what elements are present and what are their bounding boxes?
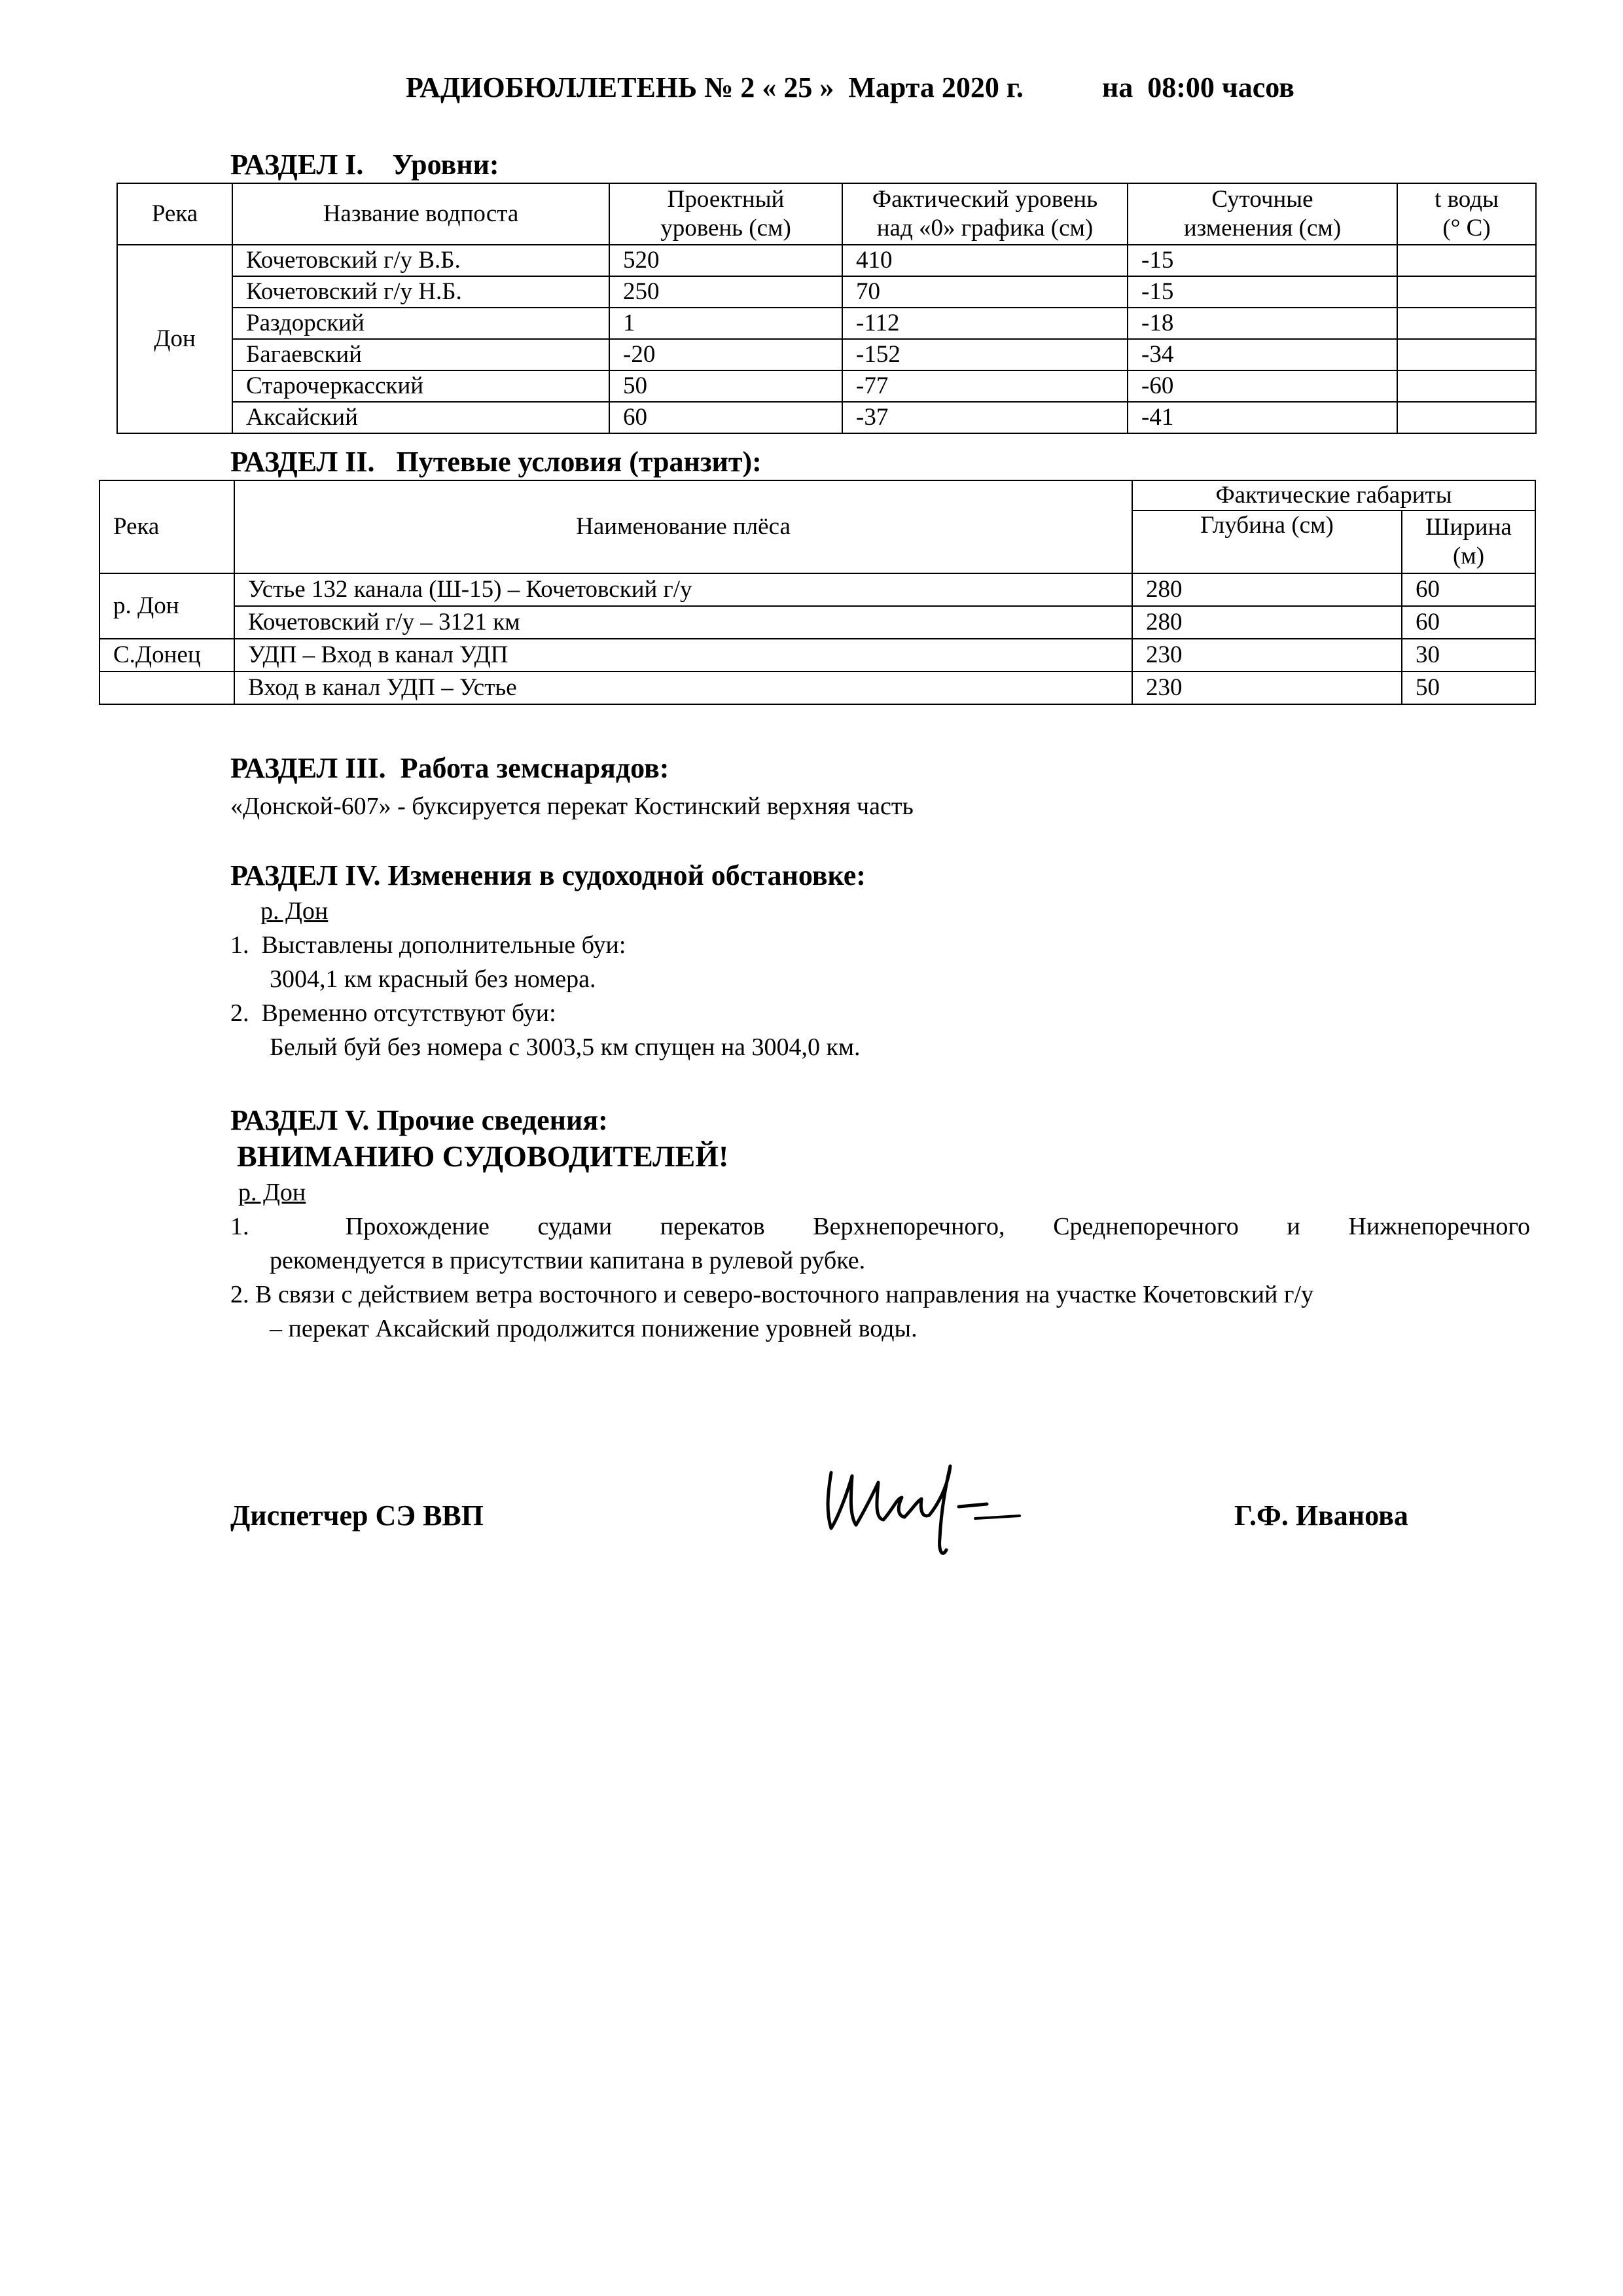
project-cell: 250 — [609, 276, 842, 308]
width-cell: 60 — [1402, 606, 1535, 639]
section5-item1-line1: 1. Прохождение судами перекатов Верхнепоречного, Среднепоречного и Нижнепоречного — [230, 1213, 1530, 1240]
post-cell: Кочетовский г/у Н.Б. — [232, 276, 609, 308]
section4-item1-title: 1. Выставлены дополнительные буи: — [230, 931, 626, 959]
dispatcher-name: Г.Ф. Иванова — [1234, 1499, 1408, 1532]
levels-table — [116, 183, 1537, 434]
dispatcher-position: Диспетчер СЭ ВВП — [230, 1499, 484, 1532]
post-cell: Старочеркасский — [232, 370, 609, 402]
transit-header-row — [99, 480, 1535, 511]
project-cell: 60 — [609, 402, 842, 433]
daily-cell: -41 — [1128, 402, 1397, 433]
section4-item2-text: Белый буй без номера с 3003,5 км спущен на 3004,0 км. — [270, 1033, 861, 1061]
daily-cell: -18 — [1128, 308, 1397, 339]
actual-cell: 70 — [842, 276, 1128, 308]
reach-cell: Вход в канал УДП – Устье — [234, 672, 1132, 704]
depth-cell: 230 — [1132, 672, 1402, 704]
table-row — [99, 672, 1535, 704]
col-river-header: Река — [99, 480, 234, 573]
temp-cell — [1397, 308, 1536, 339]
post-cell: Аксайский — [232, 402, 609, 433]
section3-title: РАЗДЕЛ III. Работа земснарядов: — [230, 752, 669, 784]
bulletin-time: на 08:00 часов — [1101, 71, 1294, 103]
col-depth-header: Глубина (см) — [1132, 511, 1402, 573]
post-cell: Кочетовский г/у В.Б. — [232, 245, 609, 276]
depth-cell: 280 — [1132, 573, 1402, 606]
section5-item2-line1: 2. В связи с действием ветра восточного и северо-восточного направления на участке Кочетовский г/у — [230, 1281, 1314, 1308]
section5-river: р. Дон — [238, 1179, 306, 1206]
table-row — [117, 245, 1536, 276]
bulletin-title — [406, 71, 1294, 104]
table-row — [117, 339, 1536, 370]
daily-cell: -60 — [1128, 370, 1397, 402]
width-cell: 50 — [1402, 672, 1535, 704]
post-cell: Раздорский — [232, 308, 609, 339]
temp-cell — [1397, 402, 1536, 433]
depth-cell: 280 — [1132, 606, 1402, 639]
river-cell: р. Дон — [99, 573, 234, 639]
river-cell: С.Донец — [99, 639, 234, 672]
daily-cell: -34 — [1128, 339, 1397, 370]
col-temp-header: t воды (° С) — [1397, 183, 1536, 245]
project-cell: 50 — [609, 370, 842, 402]
section2-title: РАЗДЕЛ II. Путевые условия (транзит): — [230, 446, 762, 478]
actual-cell: 410 — [842, 245, 1128, 276]
river-cell — [99, 672, 234, 704]
col-reach-header: Наименование плёса — [234, 480, 1132, 573]
section4-item2-title: 2. Временно отсутствуют буи: — [230, 999, 556, 1027]
reach-cell: Устье 132 канала (Ш-15) – Кочетовский г/у — [234, 573, 1132, 606]
table-row — [99, 573, 1535, 606]
section4-title: РАЗДЕЛ IV. Изменения в судоходной обстановке: — [230, 859, 866, 891]
table-row — [117, 402, 1536, 433]
section4-item1-text: 3004,1 км красный без номера. — [270, 965, 596, 993]
bulletin-title-left: РАДИОБЮЛЛЕТЕНЬ № 2 « 25 » Марта 2020 г. — [406, 71, 1024, 103]
col-river-header: Река — [117, 183, 232, 245]
levels-header-row — [117, 183, 1536, 245]
col-actual-dims-header: Фактические габариты — [1132, 480, 1535, 511]
temp-cell — [1397, 370, 1536, 402]
signature-image — [812, 1446, 1034, 1564]
daily-cell: -15 — [1128, 245, 1397, 276]
section5-title: РАЗДЕЛ V. Прочие сведения: — [230, 1104, 608, 1136]
project-cell: -20 — [609, 339, 842, 370]
col-actual-header: Фактический уровень над «0» графика (см) — [842, 183, 1128, 245]
actual-cell: -37 — [842, 402, 1128, 433]
col-daily-header: Суточные изменения (см) — [1128, 183, 1397, 245]
width-cell: 30 — [1402, 639, 1535, 672]
attention-heading: ВНИМАНИЮ СУДОВОДИТЕЛЕЙ! — [237, 1139, 729, 1173]
col-post-header: Название водпоста — [232, 183, 609, 245]
temp-cell — [1397, 339, 1536, 370]
width-cell: 60 — [1402, 573, 1535, 606]
table-row — [117, 370, 1536, 402]
depth-cell: 230 — [1132, 639, 1402, 672]
actual-cell: -152 — [842, 339, 1128, 370]
post-cell: Багаевский — [232, 339, 609, 370]
table-row — [99, 606, 1535, 639]
temp-cell — [1397, 245, 1536, 276]
transit-table — [99, 480, 1536, 705]
project-cell: 1 — [609, 308, 842, 339]
actual-cell: -112 — [842, 308, 1128, 339]
section1-title: РАЗДЕЛ I. Уровни: — [230, 149, 499, 181]
table-row — [117, 276, 1536, 308]
col-project-header: Проектный уровень (см) — [609, 183, 842, 245]
project-cell: 520 — [609, 245, 842, 276]
section5-item1-line2: рекомендуется в присутствии капитана в рулевой рубке. — [270, 1247, 866, 1274]
table-row — [117, 308, 1536, 339]
section5-item2-line2: – перекат Аксайский продолжится понижение уровней воды. — [270, 1315, 918, 1342]
section4-river: р. Дон — [260, 897, 329, 925]
daily-cell: -15 — [1128, 276, 1397, 308]
temp-cell — [1397, 276, 1536, 308]
reach-cell: УДП – Вход в канал УДП — [234, 639, 1132, 672]
table-row — [99, 639, 1535, 672]
actual-cell: -77 — [842, 370, 1128, 402]
col-width-header: Ширина (м) — [1402, 511, 1535, 573]
dredger-text: «Донской-607» - буксируется перекат Костинский верхняя часть — [230, 793, 914, 820]
river-cell: Дон — [117, 245, 232, 433]
reach-cell: Кочетовский г/у – 3121 км — [234, 606, 1132, 639]
